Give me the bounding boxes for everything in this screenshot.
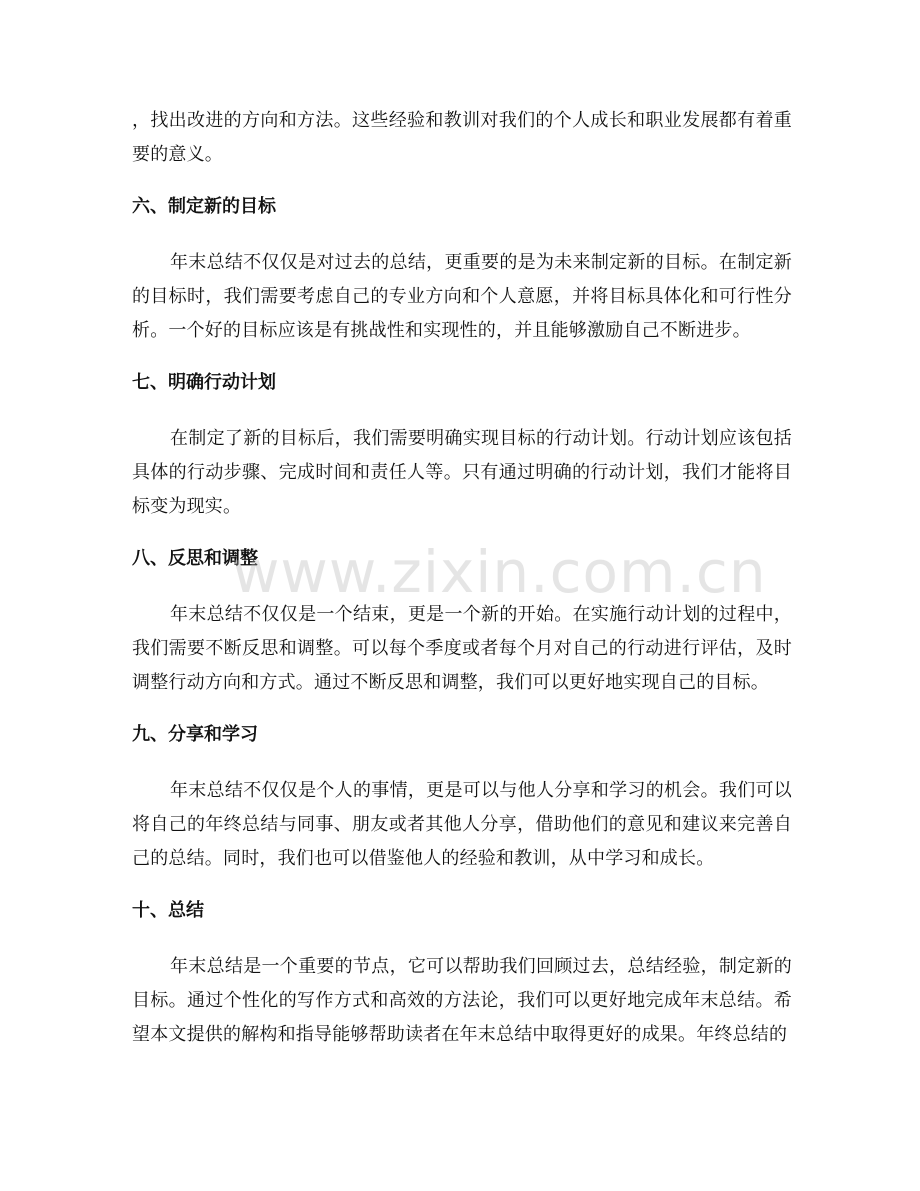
section-heading-7: 七、明确行动计划 [132, 372, 276, 393]
section-body-7: 在制定了新的目标后，我们需要明确实现目标的行动计划。行动计划应该包括具体的行动步骤、完成时间和责任人等。只有通过明确的行动计划，我们才能将目标变为现实。 [132, 428, 792, 517]
section-body-6: 年末总结不仅仅是对过去的总结，更重要的是为未来制定新的目标。在制定新的目标时，我们需要考虑自己的专业方向和个人意愿，并将目标具体化和可行性分析。一个好的目标应该是有挑战性和实现性的，并且能够激励自己不断进步。 [132, 252, 792, 341]
section-body-8: 年末总结不仅仅是一个结束，更是一个新的开始。在实施行动计划的过程中，我们需要不断反思和调整。可以每个季度或者每个月对自己的行动进行评估，及时调整行动方向和方式。通过不断反思和调整，我们可以更好地实现自己的目标。 [132, 604, 792, 693]
section-heading-9: 九、分享和学习 [132, 724, 258, 745]
section-body-10: 年末总结是一个重要的节点，它可以帮助我们回顾过去，总结经验，制定新的目标。通过个性化的写作方式和高效的方法论，我们可以更好地完成年末总结。希望本文提供的解构和指导能够帮助读者在年末总结中取得更好的成果。年终总结的 [132, 956, 792, 1045]
section-body-9: 年末总结不仅仅是个人的事情，更是可以与他人分享和学习的机会。我们可以将自己的年终总结与同事、朋友或者其他人分享，借助他们的意见和建议来完善自己的总结。同时，我们也可以借鉴他人的经验和教训，从中学习和成长。 [132, 780, 792, 869]
watermark-text: www.zixin.com.cn [232, 538, 767, 606]
section-heading-8: 八、反思和调整 [132, 548, 258, 569]
intro-paragraph: ，找出改进的方向和方法。这些经验和教训对我们的个人成长和职业发展都有着重要的意义。 [132, 110, 792, 165]
section-heading-10: 十、总结 [132, 900, 204, 921]
section-heading-6: 六、制定新的目标 [132, 196, 276, 217]
document-content [132, 104, 792, 1052]
